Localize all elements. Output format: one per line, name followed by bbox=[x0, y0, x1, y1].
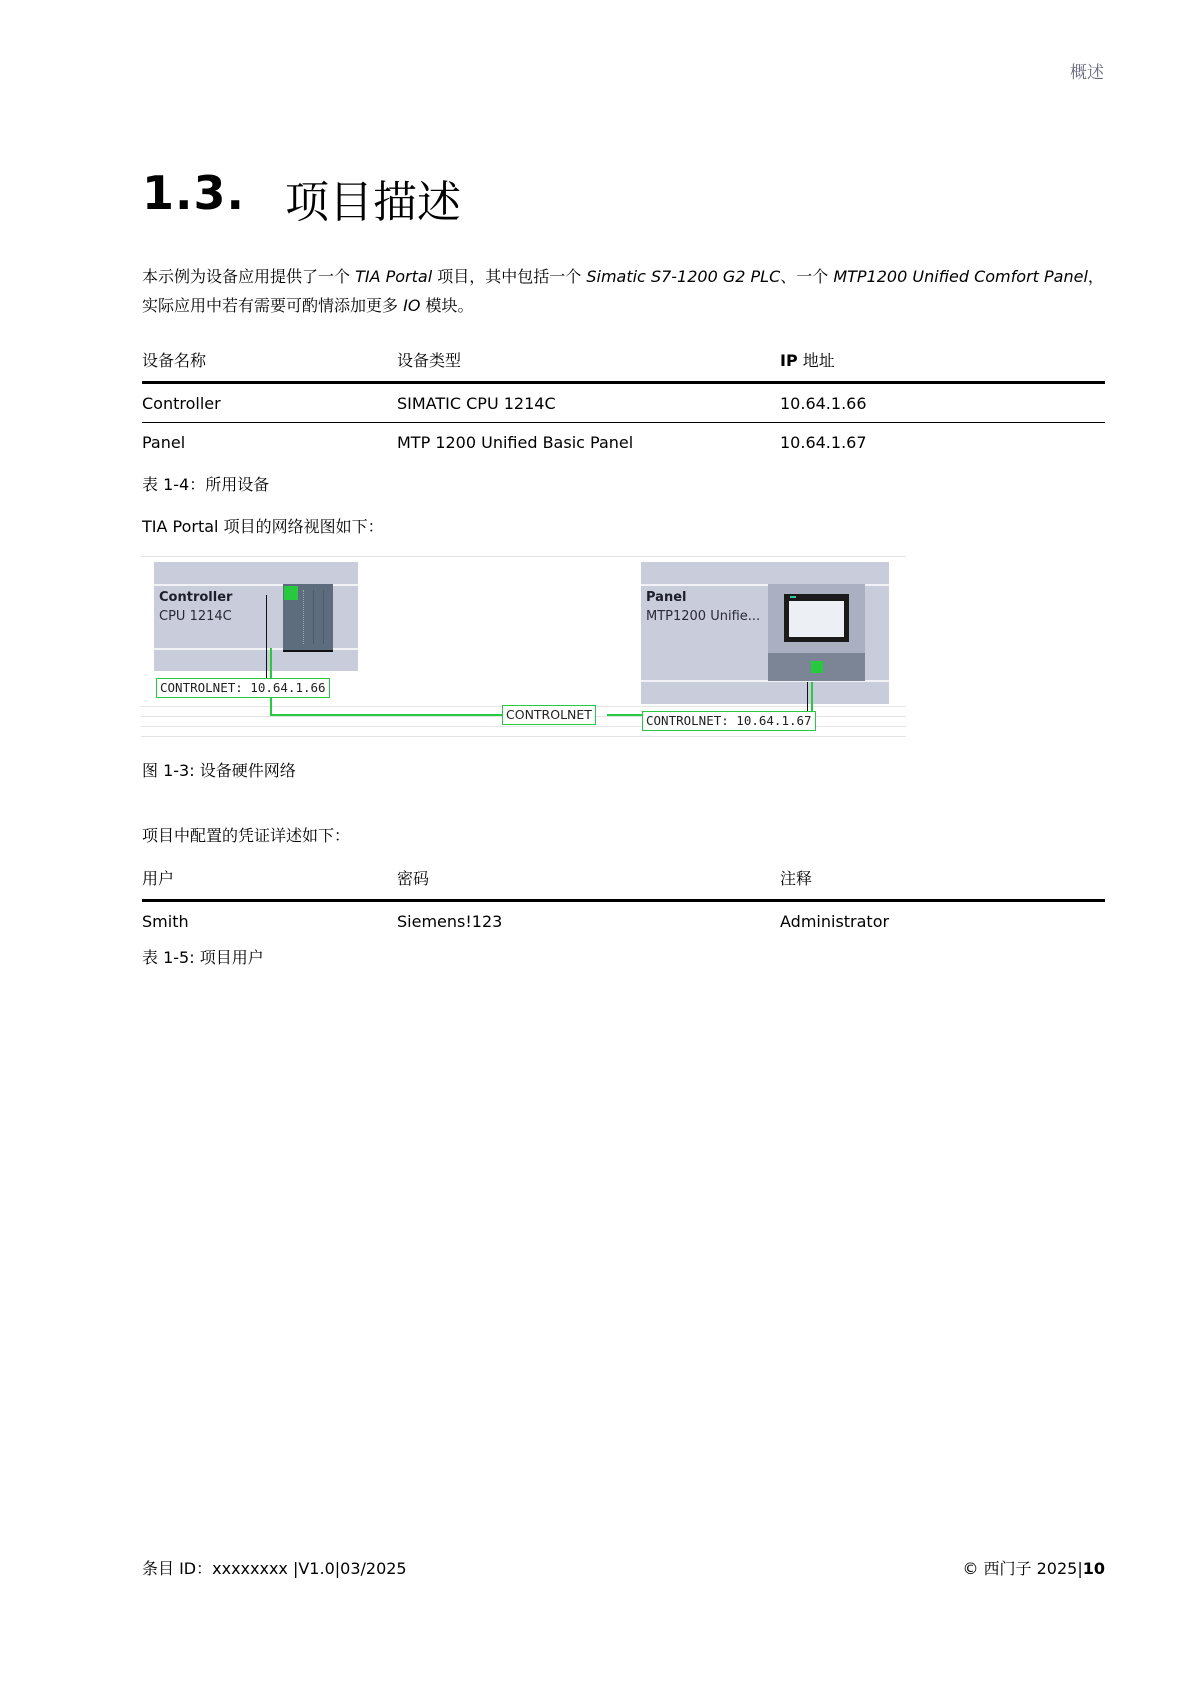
panel-network-label[interactable]: CONTROLNET: 10.64.1.67 bbox=[642, 711, 816, 731]
col-device-name: 设备名称 bbox=[142, 351, 207, 370]
col-user: 用户 bbox=[142, 869, 175, 888]
controller-network-label[interactable]: CONTROLNET: 10.64.1.66 bbox=[156, 678, 330, 698]
table-row bbox=[142, 383, 1105, 423]
running-header: 概述 bbox=[1070, 63, 1104, 83]
col-device-type: 设备类型 bbox=[397, 351, 462, 370]
table-caption: 表 1-5: 项目用户 bbox=[142, 948, 264, 967]
grid-line bbox=[141, 736, 906, 737]
intro-io: IO bbox=[403, 296, 421, 315]
ip-label: IP bbox=[780, 351, 798, 370]
network-intro: TIA Portal 项目的网络视图如下： bbox=[142, 517, 384, 536]
cell-user: Smith bbox=[142, 911, 189, 931]
cell-name: Panel bbox=[142, 432, 186, 452]
panel-port-band bbox=[768, 653, 865, 681]
port-icon[interactable] bbox=[284, 586, 298, 600]
controller-type: CPU 1214C bbox=[159, 609, 232, 624]
bus-label[interactable]: CONTROLNET bbox=[502, 705, 596, 725]
users-table bbox=[142, 866, 1105, 940]
intro-text: 模块。 bbox=[420, 296, 474, 315]
intro-text: 项目，其中包括一个 bbox=[432, 267, 587, 286]
col-password: 密码 bbox=[397, 869, 430, 888]
cell-type: SIMATIC CPU 1214C bbox=[397, 393, 556, 413]
hmi-panel-icon bbox=[768, 584, 865, 653]
copyright-text: © 西门子 2025| bbox=[962, 1559, 1083, 1578]
link-line bbox=[266, 595, 267, 678]
controller-name: Controller bbox=[159, 590, 233, 605]
link-line bbox=[807, 682, 808, 712]
link-line bbox=[270, 697, 272, 715]
section-title: 项目描述 bbox=[285, 177, 461, 228]
bus-line bbox=[270, 714, 502, 716]
network-view-diagram bbox=[141, 556, 906, 740]
cell-name: Controller bbox=[142, 393, 221, 413]
grid-line bbox=[141, 556, 906, 557]
footer-entry-id: 条目 ID：xxxxxxxx |V1.0|03/2025 bbox=[142, 1559, 407, 1578]
col-ip-address bbox=[780, 348, 1105, 383]
panel-name: Panel bbox=[646, 590, 687, 605]
panel-type: MTP1200 Unifie... bbox=[646, 609, 761, 624]
cell-ip: 10.64.1.67 bbox=[780, 432, 867, 452]
table-row bbox=[142, 423, 1105, 462]
section-number: 1.3. bbox=[142, 166, 245, 220]
cpu-module-icon bbox=[283, 584, 333, 652]
intro-paragraph bbox=[142, 262, 1107, 320]
intro-text: 本示例为设备应用提供了一个 bbox=[142, 267, 356, 286]
cell-type: MTP 1200 Unified Basic Panel bbox=[397, 432, 634, 452]
bus-line bbox=[607, 714, 643, 716]
figure-caption: 图 1-3: 设备硬件网络 bbox=[142, 761, 296, 780]
screen-icon bbox=[784, 594, 849, 642]
intro-text: ，实际应用中若有需要可酌情添加更多 bbox=[142, 267, 1104, 315]
table-row bbox=[142, 901, 1105, 941]
intro-product-panel: MTP1200 Unified Comfort Panel bbox=[833, 267, 1088, 286]
credentials-intro: 项目中配置的凭证详述如下： bbox=[142, 826, 351, 845]
intro-product-plc: Simatic S7-1200 G2 PLC bbox=[586, 267, 781, 286]
intro-product-tia: TIA Portal bbox=[355, 267, 433, 286]
controller-device[interactable] bbox=[154, 562, 358, 671]
cell-password: Siemens!123 bbox=[397, 911, 503, 931]
address-label: 地址 bbox=[797, 351, 835, 370]
devices-table bbox=[142, 348, 1105, 461]
col-comment: 注释 bbox=[780, 869, 813, 888]
cell-ip: 10.64.1.66 bbox=[780, 393, 867, 413]
link-line bbox=[270, 648, 272, 678]
page-number: 10 bbox=[1082, 1559, 1105, 1578]
table-caption: 表 1-4：所用设备 bbox=[142, 475, 270, 494]
link-line bbox=[811, 682, 813, 712]
footer-copyright bbox=[962, 1556, 1105, 1579]
panel-device[interactable] bbox=[641, 562, 889, 704]
cell-comment: Administrator bbox=[780, 911, 890, 931]
port-icon[interactable] bbox=[811, 661, 823, 673]
intro-text: 、一个 bbox=[780, 267, 834, 286]
